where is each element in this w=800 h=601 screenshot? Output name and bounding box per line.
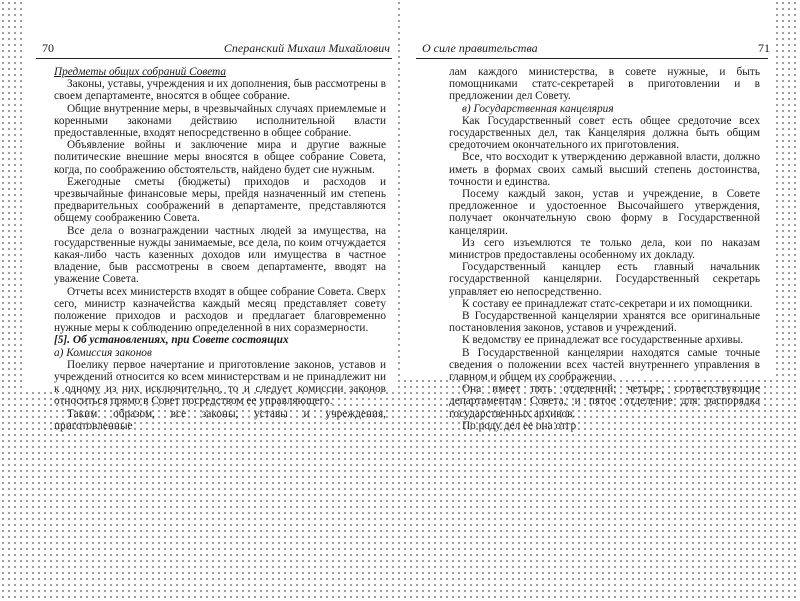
right-running-title: О силе правительства bbox=[422, 41, 538, 55]
right-page-body bbox=[449, 66, 760, 432]
paragraph: В Государственной канцелярии хранятся все оригинальные постановления законов, уставов и учреждений. bbox=[449, 310, 760, 335]
paragraph: К ведомству ее принадлежат все государственные архивы. bbox=[462, 334, 744, 347]
paragraph: Таким образом, все законы, уставы и учреждения, приготовленные bbox=[54, 407, 386, 432]
paragraph: Она имеет пять отделений: четыре, соответствующие департаментам Совета, и пятое отделение для распорядка государственных архивов. bbox=[449, 383, 760, 420]
paragraph: Все дела о вознаграждении частных людей за имущества, на государственные нужды занимаемые, все дела, по коим отчуждается какая-либо часть казенных доходов или имущества в частное владение, быв рассмотрены в своем департаменте, вводят на уважение Совета. bbox=[54, 224, 386, 286]
paragraph: Посему каждый закон, устав и учреждение, в Совете предложенное и удостоенное Высочайшего утверждения, получает окончательную свою форму в Государственной канцелярии. bbox=[449, 188, 760, 237]
paragraph: Общие внутренние меры, в чрезвычайных случаях приемлемые и коренными законами действию исполнительной власти предоставленные, входят непосредственно в общее собрание. bbox=[54, 102, 386, 140]
paragraph: Из сего изъемлются те только дела, кои по наказам министров предоставлены особенному их докладу. bbox=[449, 236, 760, 262]
left-page-body bbox=[54, 66, 386, 432]
section-heading: Предметы общих собраний Совета bbox=[54, 66, 227, 78]
paragraph: Законы, уставы, учреждения и их дополнения, быв рассмотрены в своем департаменте, вносятся в общее собрание. bbox=[54, 78, 386, 103]
right-page-number: 71 bbox=[758, 41, 770, 55]
right-running-head bbox=[404, 41, 776, 57]
paragraph: Поелику первое начертание и приготовление законов, уставов и учреждений относится ко всем министерствам и не принадлежит ни к одному из них исключительно, то и следует комиссии законов относиться прямо в Совет посредством ее управляющего. bbox=[54, 358, 386, 408]
paragraph: Как Государственный совет есть общее средоточие всех государственных дел, так Канцелярия должна быть общим средоточием окончательного их приготовления. bbox=[449, 114, 760, 152]
paragraph: Отчеты всех министерств входят в общее собрание Совета. Сверх сего, министр казначейства каждый месяц представляет совету положение приходов и расходов и предлагает благовременно нужные меры к соблюдению определенной в них соразмерности. bbox=[54, 285, 386, 335]
left-header-rule bbox=[36, 58, 392, 59]
paragraph: Ежегодные сметы (бюджеты) приходов и расходов и чрезвычайные финансовые меры, прейдя назначенный им степень предварительных соображений в департаменте, представляются общему соображению Совета. bbox=[54, 175, 386, 225]
left-page-number: 70 bbox=[42, 41, 54, 55]
paragraph: Объявление войны и заключение мира и другие важные политические внешние меры вносятся в общее собрание Совета, когда, по соображению обстоятельств, найдено будет сие нужным. bbox=[54, 139, 386, 176]
paragraph: В Государственной канцелярии находятся самые точные сведения о положении всех частей внутреннего управления в главном и общем их соображении. bbox=[449, 346, 760, 384]
paragraph: По роду дел ее она отгр bbox=[462, 419, 577, 432]
section-heading: а) Комиссия законов bbox=[54, 346, 152, 359]
section-heading: в) Государственная канцелярия bbox=[462, 102, 614, 115]
left-page bbox=[26, 0, 396, 432]
paragraph: Государственный канцлер есть главный начальник государственной канцелярии. Государственный секретарь управляет ею непосредственно. bbox=[449, 261, 760, 298]
left-running-title: Сперанский Михаил Михайлович bbox=[223, 41, 390, 55]
left-running-head bbox=[26, 41, 396, 57]
paragraph: К составу ее принадлежат статс-секретари и их помощники. bbox=[462, 297, 753, 310]
paragraph-continuation: лам каждого министерства, в совете нужные, и быть помощниками статс-секретарей в приготовлении и в предложении дел Совету. bbox=[449, 66, 760, 103]
section-heading: [5]. Об установлениях, при Совете состоящих bbox=[54, 334, 289, 347]
right-page bbox=[404, 0, 776, 432]
right-header-rule bbox=[416, 58, 768, 59]
paragraph: Все, что восходит к утверждению державной власти, должно иметь в формах своих самый высший степень достоинства, точности и единства. bbox=[449, 151, 760, 188]
